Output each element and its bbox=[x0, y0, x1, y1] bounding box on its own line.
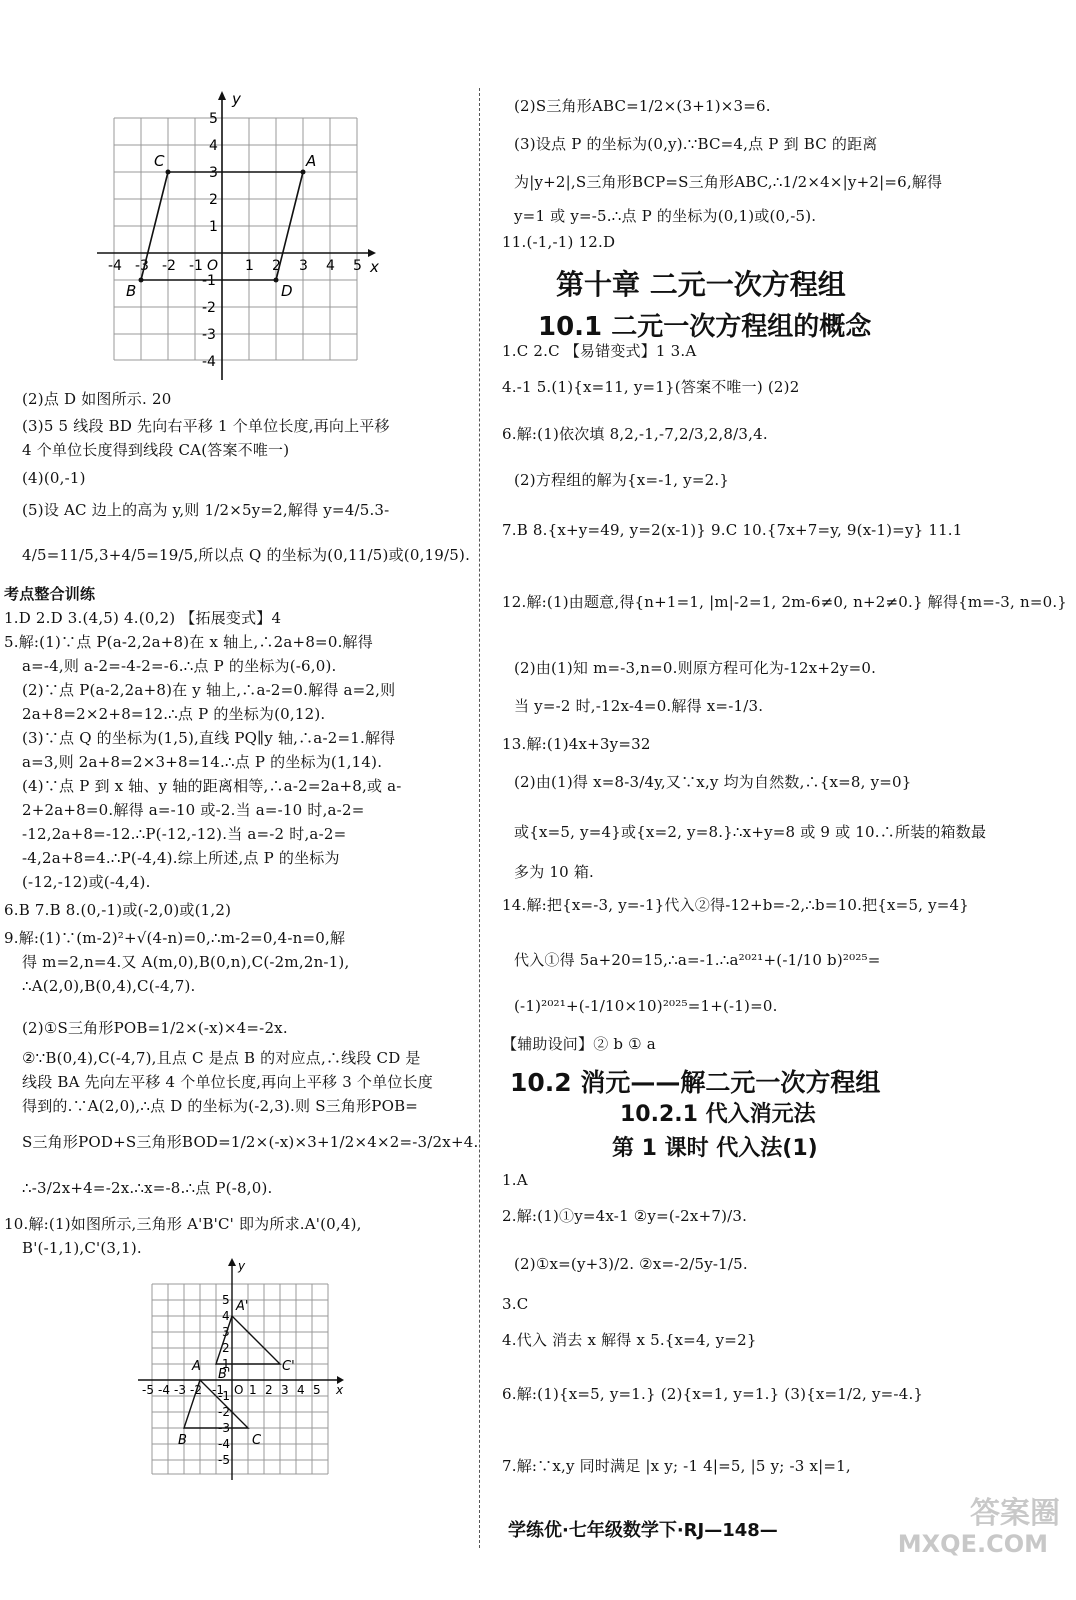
answer-line: 3.C bbox=[502, 1295, 529, 1313]
y-tick: 5 bbox=[209, 111, 218, 127]
x-tick: -1 bbox=[212, 1383, 224, 1397]
coordinate-graph-2 bbox=[132, 1258, 362, 1488]
answer-line: 代入①得 5a+20=15,∴a=-1.∴a²⁰²¹+(-1/10 b)²⁰²⁵= bbox=[514, 951, 881, 969]
x-tick: 2 bbox=[265, 1383, 273, 1397]
answer-line: 2a+8=2×2+8=12.∴点 P 的坐标为(0,12). bbox=[22, 705, 326, 723]
y-tick: -2 bbox=[218, 1405, 230, 1419]
lesson-title: 第 1 课时 代入法(1) bbox=[612, 1136, 818, 1161]
x-tick: -3 bbox=[174, 1383, 186, 1397]
answer-line: ∴A(2,0),B(0,4),C(-4,7). bbox=[22, 977, 196, 995]
watermark-logo: 答案圈 bbox=[970, 1496, 1060, 1531]
coordinate-graph-1 bbox=[92, 90, 392, 390]
answer-line: 9.解:(1)∵(m-2)²+√(4-n)=0,∴m-2=0,4-n=0,解 bbox=[4, 929, 346, 947]
answer-line: (-12,-12)或(-4,4). bbox=[22, 873, 151, 891]
section-title-10-1: 10.1 二元一次方程组的概念 bbox=[538, 312, 872, 342]
answer-line: 2+2a+8=0.解得 a=-10 或-2.当 a=-10 时,a-2= bbox=[22, 801, 365, 819]
point-b-label: B bbox=[126, 282, 137, 300]
x-tick: -3 bbox=[135, 258, 149, 274]
y-tick: -3 bbox=[202, 327, 216, 343]
answer-line: (4)(0,-1) bbox=[22, 469, 86, 487]
point-b-label: B bbox=[178, 1433, 187, 1448]
y-axis-label: y bbox=[232, 90, 241, 108]
y-tick: 2 bbox=[209, 192, 218, 208]
x-tick: 3 bbox=[299, 258, 308, 274]
answer-line: 10.解:(1)如图所示,三角形 A'B'C' 即为所求.A'(0,4), bbox=[4, 1215, 362, 1233]
section-heading: 考点整合训练 bbox=[4, 585, 96, 603]
y-tick: 2 bbox=[222, 1341, 230, 1355]
point-c-label: C bbox=[154, 152, 165, 170]
point-c-prime-label: C' bbox=[282, 1359, 295, 1374]
answer-line: (3)设点 P 的坐标为(0,y).∵BC=4,点 P 到 BC 的距离 bbox=[514, 135, 878, 153]
answer-line: (2)∵点 P(a-2,2a+8)在 y 轴上,∴a-2=0.解得 a=2,则 bbox=[22, 681, 396, 699]
answer-line: ②∵B(0,4),C(-4,7),且点 C 是点 B 的对应点,∴线段 CD 是 bbox=[22, 1049, 421, 1067]
answer-line: (2)由(1)知 m=-3,n=0.则原方程可化为-12x+2y=0. bbox=[514, 659, 877, 677]
answer-line: 14.解:把{x=-3, y=-1}代入②得-12+b=-2,∴b=10.把{x=5, y=4} bbox=[502, 896, 970, 914]
point-b-prime-label: B' bbox=[218, 1367, 231, 1382]
answer-line: (3)∵点 Q 的坐标为(1,5),直线 PQ∥y 轴,∴a-2=1.解得 bbox=[22, 729, 396, 747]
answer-line: 【辅助设问】② b ① a bbox=[502, 1035, 656, 1053]
watermark-url: MXQE.COM bbox=[897, 1530, 1048, 1558]
origin-label: O bbox=[234, 1383, 244, 1397]
answer-line: (2)①x=(y+3)/2. ②x=-2/5y-1/5. bbox=[514, 1255, 748, 1273]
answer-line: 7.解:∵x,y 同时满足 |x y; -1 4|=5, |5 y; -3 x|=1, bbox=[502, 1457, 851, 1475]
y-tick: 1 bbox=[222, 1357, 230, 1371]
answer-line: S三角形POD+S三角形BOD=1/2×(-x)×3+1/2×4×2=-3/2x+4. bbox=[22, 1133, 479, 1151]
answer-line: 6.解:(1){x=5, y=1.} (2){x=1, y=1.} (3){x=1/2, y=-4.} bbox=[502, 1385, 924, 1403]
answer-line: 13.解:(1)4x+3y=32 bbox=[502, 735, 651, 753]
x-tick: -2 bbox=[162, 258, 176, 274]
answer-line: 多为 10 箱. bbox=[514, 863, 594, 881]
answer-line: (2)方程组的解为{x=-1, y=2.} bbox=[514, 471, 730, 489]
point-c-label: C bbox=[252, 1433, 262, 1448]
x-tick: 1 bbox=[249, 1383, 257, 1397]
x-tick: 4 bbox=[297, 1383, 305, 1397]
y-tick: 3 bbox=[222, 1325, 230, 1339]
x-tick: 5 bbox=[353, 258, 362, 274]
answer-line: 4 个单位长度得到线段 CA(答案不唯一) bbox=[22, 441, 290, 459]
x-tick: -2 bbox=[190, 1383, 202, 1397]
x-tick: 3 bbox=[281, 1383, 289, 1397]
answer-line: (5)设 AC 边上的高为 y,则 1/2×5y=2,解得 y=4/5.3- bbox=[22, 501, 390, 519]
x-tick: -5 bbox=[142, 1383, 154, 1397]
answer-line: 1.D 2.D 3.(4,5) 4.(0,2) 【拓展变式】4 bbox=[4, 609, 282, 627]
y-tick: -4 bbox=[202, 354, 216, 370]
y-axis-label: y bbox=[238, 1259, 246, 1273]
x-tick: 5 bbox=[313, 1383, 321, 1397]
answer-line: (3)5 5 线段 BD 先向右平移 1 个单位长度,再向上平移 bbox=[22, 417, 390, 435]
answer-line: (2)S三角形ABC=1/2×(3+1)×3=6. bbox=[514, 97, 771, 115]
x-tick: -4 bbox=[158, 1383, 170, 1397]
answer-line: 4.-1 5.(1){x=11, y=1}(答案不唯一) (2)2 bbox=[502, 378, 800, 396]
x-tick: 1 bbox=[245, 258, 254, 274]
answer-line: 线段 BA 先向左平移 4 个单位长度,再向上平移 3 个单位长度 bbox=[22, 1073, 433, 1091]
answer-line: 12.解:(1)由题意,得{n+1=1, |m|-2=1, 2m-6≠0, n+2≠0.} 解得{m=-3, n=0.} bbox=[502, 593, 1068, 611]
answer-line: 11.(-1,-1) 12.D bbox=[502, 233, 616, 251]
x-tick: 2 bbox=[272, 258, 281, 274]
y-tick: -1 bbox=[218, 1389, 230, 1403]
answer-line: 2.解:(1)①y=4x-1 ②y=(-2x+7)/3. bbox=[502, 1207, 748, 1225]
y-tick: -3 bbox=[218, 1421, 230, 1435]
x-tick: -1 bbox=[189, 258, 203, 274]
column-divider bbox=[479, 88, 480, 1548]
answer-line: 或{x=5, y=4}或{x=2, y=8.}∴x+y=8 或 9 或 10.∴所装的箱数最 bbox=[514, 823, 987, 841]
answer-line: (-1)²⁰²¹+(-1/10×10)²⁰²⁵=1+(-1)=0. bbox=[514, 997, 778, 1015]
chapter-title: 第十章 二元一次方程组 bbox=[556, 268, 846, 301]
x-axis-label: x bbox=[336, 1383, 344, 1397]
point-a-label: A bbox=[306, 152, 317, 170]
origin-label: O bbox=[207, 258, 219, 274]
x-tick: -4 bbox=[108, 258, 122, 274]
y-tick: 3 bbox=[209, 165, 218, 181]
y-tick: 4 bbox=[209, 138, 218, 154]
y-tick: -1 bbox=[202, 273, 216, 289]
answer-line: 当 y=-2 时,-12x-4=0.解得 x=-1/3. bbox=[514, 697, 764, 715]
answer-line: (2)点 D 如图所示. 20 bbox=[22, 390, 172, 408]
answer-line: 1.A bbox=[502, 1171, 528, 1189]
answer-line: -4,2a+8=4.∴P(-4,4).综上所述,点 P 的坐标为 bbox=[22, 849, 340, 867]
point-d-label: D bbox=[281, 282, 293, 300]
answer-line: 6.B 7.B 8.(0,-1)或(-2,0)或(1,2) bbox=[4, 901, 232, 919]
answer-line: (4)∵点 P 到 x 轴、y 轴的距离相等,∴a-2=2a+8,或 a- bbox=[22, 777, 402, 795]
answer-line: 得到的.∵A(2,0),∴点 D 的坐标为(-2,3).则 S三角形POB= bbox=[22, 1097, 419, 1115]
answer-line: -12,2a+8=-12.∴P(-12,-12).当 a=-2 时,a-2= bbox=[22, 825, 347, 843]
answer-line: 1.C 2.C 【易错变式】1 3.A bbox=[502, 342, 697, 360]
x-tick: 4 bbox=[326, 258, 335, 274]
y-tick: 1 bbox=[209, 219, 218, 235]
answer-line: a=-4,则 a-2=-4-2=-6.∴点 P 的坐标为(-6,0). bbox=[22, 657, 337, 675]
answer-line: 5.解:(1)∵点 P(a-2,2a+8)在 x 轴上,∴2a+8=0.解得 bbox=[4, 633, 373, 651]
point-a-prime-label: A' bbox=[236, 1299, 249, 1314]
y-tick: 5 bbox=[222, 1293, 230, 1307]
answer-line: 得 m=2,n=4.又 A(m,0),B(0,n),C(-2m,2n-1), bbox=[22, 953, 350, 971]
answer-line: 6.解:(1)依次填 8,2,-1,-7,2/3,2,8/3,4. bbox=[502, 425, 768, 443]
answer-line: a=3,则 2a+8=2×3+8=14.∴点 P 的坐标为(1,14). bbox=[22, 753, 383, 771]
y-tick: -5 bbox=[218, 1453, 230, 1467]
section-title-10-2: 10.2 消元——解二元一次方程组 bbox=[510, 1068, 881, 1097]
answer-line: 为|y+2|,S三角形BCP=S三角形ABC,∴1/2×4×|y+2|=6,解得 bbox=[514, 173, 943, 191]
page-footer: 学练优·七年级数学下·RJ—148— bbox=[508, 1520, 778, 1541]
subsection-title-10-2-1: 10.2.1 代入消元法 bbox=[620, 1102, 816, 1127]
answer-line: ∴-3/2x+4=-2x.∴x=-8.∴点 P(-8,0). bbox=[22, 1179, 273, 1197]
answer-line: y=1 或 y=-5.∴点 P 的坐标为(0,1)或(0,-5). bbox=[514, 207, 817, 225]
answer-line: 7.B 8.{x+y=49, y=2(x-1)} 9.C 10.{7x+7=y, 9(x-1)=y} 11.1 bbox=[502, 521, 963, 539]
y-tick: -4 bbox=[218, 1437, 230, 1451]
y-tick: -2 bbox=[202, 300, 216, 316]
answer-line: (2)①S三角形POB=1/2×(-x)×4=-2x. bbox=[22, 1019, 288, 1037]
y-tick: 4 bbox=[222, 1309, 230, 1323]
point-a-label: A bbox=[192, 1359, 201, 1374]
answer-line: 4.代入 消去 x 解得 x 5.{x=4, y=2} bbox=[502, 1331, 757, 1349]
answer-line: B'(-1,1),C'(3,1). bbox=[22, 1239, 142, 1257]
answer-line: 4/5=11/5,3+4/5=19/5,所以点 Q 的坐标为(0,11/5)或(0,19/5). bbox=[22, 546, 471, 564]
answer-line: (2)由(1)得 x=8-3/4y,又∵x,y 均为自然数,∴{x=8, y=0} bbox=[514, 773, 912, 791]
x-axis-label: x bbox=[370, 258, 379, 276]
